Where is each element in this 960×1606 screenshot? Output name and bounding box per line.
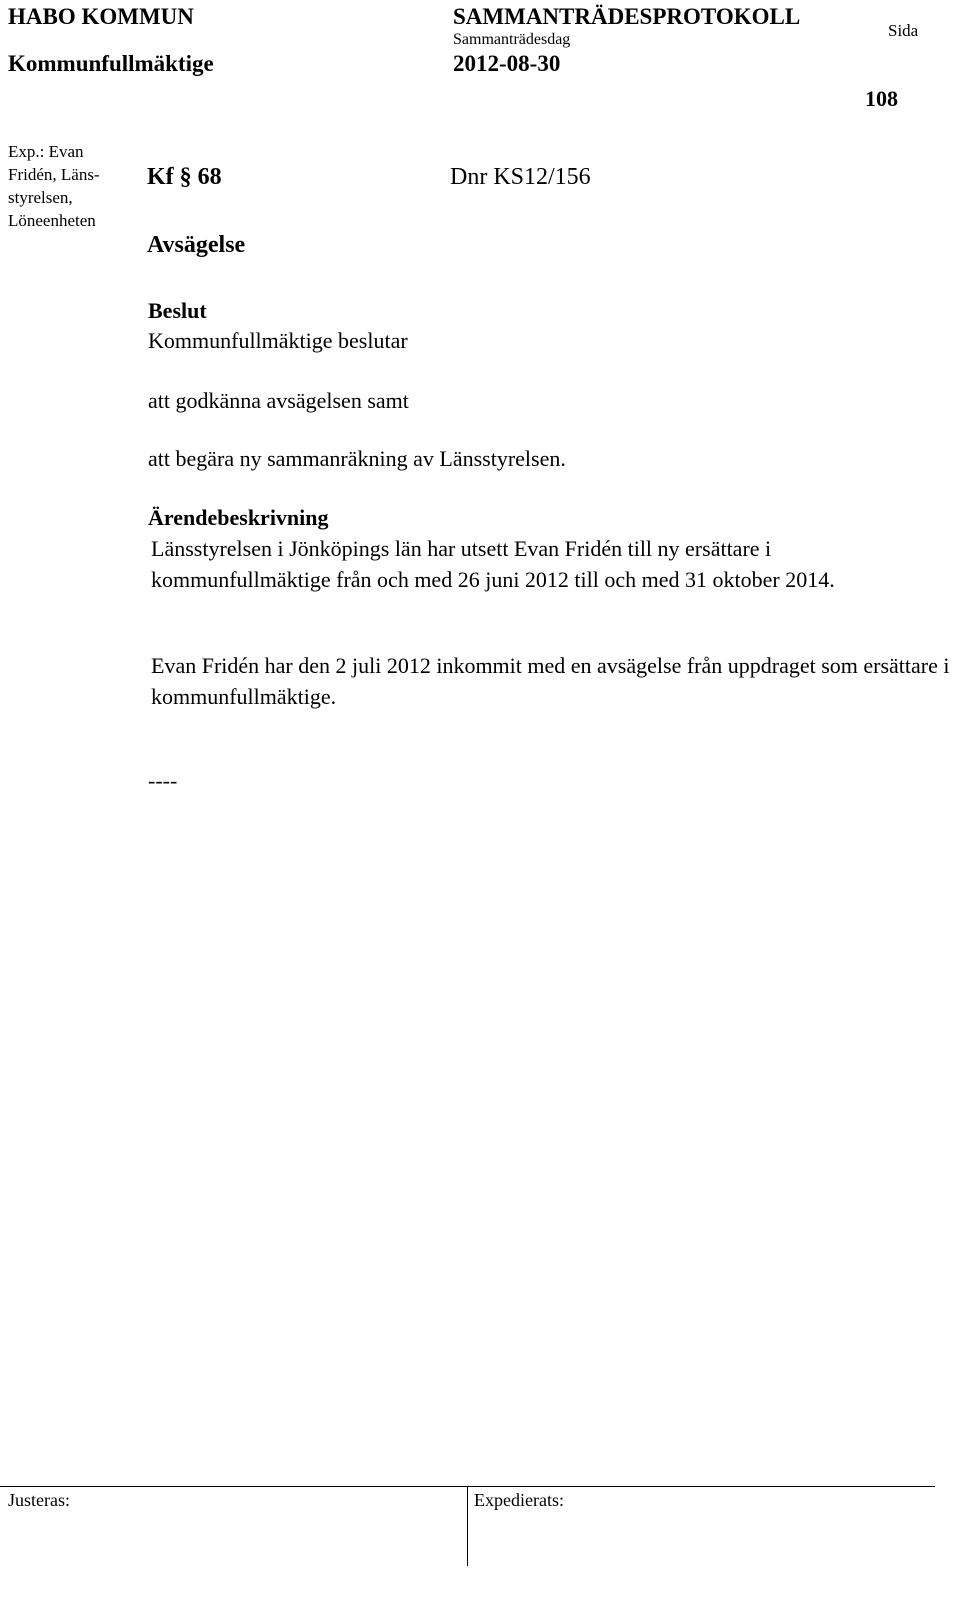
decision-item: att begära ny sammanräkning av Länsstyrelsen.: [148, 446, 566, 471]
description-heading: Ärendebeskrivning: [148, 505, 329, 530]
description-paragraph: [151, 650, 951, 712]
case-title: Avsägelse: [147, 232, 246, 258]
description-text: Länsstyrelsen i Jönköpings län har utsett Evan Fridén till ny ersättare i kommunfullmäktige från och med 26 juni 2012 till och med 31 oktober 2014.: [151, 536, 835, 592]
expedition-line: Löneenheten: [8, 211, 96, 230]
decision-intro: Kommunfullmäktige beslutar: [148, 328, 408, 353]
description-text: Evan Fridén har den 2 juli 2012 inkommit med en avsägelse från uppdraget som ersättare i kommunfullmäktige.: [151, 653, 950, 709]
org-name: HABO KOMMUN: [8, 4, 194, 29]
body-name: Kommunfullmäktige: [8, 51, 214, 76]
expedition-line: Fridén, Läns-: [8, 165, 100, 184]
justeras-label: Justeras:: [8, 1490, 70, 1510]
page-label: Sida: [888, 21, 919, 40]
expedition-note: [8, 140, 100, 232]
date-label: Sammanträdesdag: [453, 31, 571, 48]
case-number: Dnr KS12/156: [450, 164, 591, 190]
protocol-title: SAMMANTRÄDESPROTOKOLL: [453, 4, 801, 29]
paragraph-ref: Kf § 68: [147, 164, 222, 190]
decision-heading: Beslut: [148, 298, 207, 323]
meeting-date: 2012-08-30: [453, 51, 561, 76]
end-marker: ----: [148, 768, 178, 793]
description-paragraph: [151, 533, 951, 595]
decision-item: att godkänna avsägelsen samt: [148, 388, 409, 413]
footer-divider: [467, 1486, 468, 1566]
page-number: 108: [865, 86, 898, 111]
expedierats-label: Expedierats:: [474, 1490, 564, 1510]
expedition-line: Exp.: Evan: [8, 142, 84, 161]
expedition-line: styrelsen,: [8, 188, 73, 207]
